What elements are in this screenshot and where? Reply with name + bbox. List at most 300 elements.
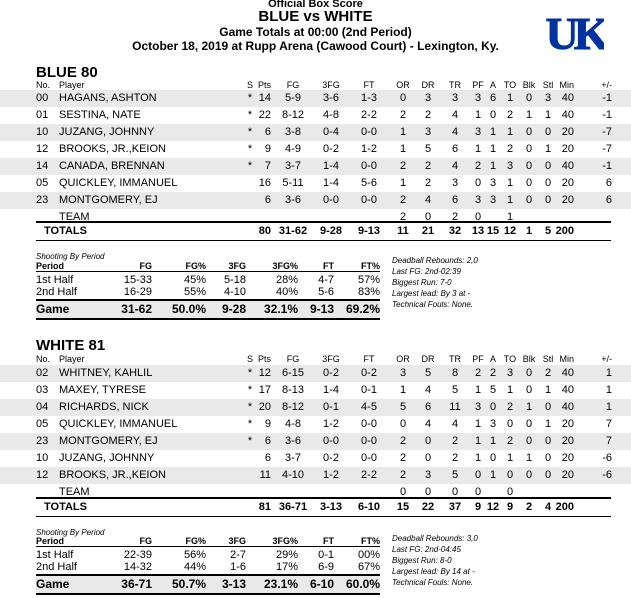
period-game-fg: 36-71 — [121, 577, 152, 591]
player-pf: 0 — [474, 486, 482, 498]
player-no: 00 — [36, 92, 49, 104]
player-stl: 1 — [544, 109, 552, 121]
player-a: 1 — [489, 469, 497, 481]
period-header-fgp: FG% — [185, 261, 206, 271]
totals-min: 200 — [555, 501, 574, 513]
period-row — [36, 274, 380, 286]
period-game-fg3: 3-13 — [221, 577, 246, 591]
player-s: * — [247, 418, 253, 430]
player-fg: 4-9 — [285, 143, 301, 155]
player-fg3: 1-2 — [323, 469, 339, 481]
player-fg: 5-11 — [282, 177, 304, 189]
period-game-fg3p: 32.1% — [263, 302, 298, 316]
player-fg3: 4-8 — [323, 109, 339, 121]
player-pf: 3 — [474, 92, 482, 104]
document-title: Official Box Score — [268, 0, 363, 10]
period-fg: 22-39 — [123, 549, 152, 561]
totals-stl: 4 — [544, 501, 552, 513]
player-pts: 6 — [264, 435, 271, 447]
player-pm: -6 — [602, 469, 612, 481]
player-name: TEAM — [59, 486, 90, 498]
player-tr: 0 — [451, 486, 459, 498]
column-header-or: OR — [396, 80, 410, 90]
player-blk: 0 — [525, 418, 533, 430]
player-tr: 3 — [451, 92, 459, 104]
period-game-fg3: 9-28 — [221, 302, 246, 316]
period-ftp: 57% — [357, 274, 380, 286]
period-game-period: Game — [36, 577, 70, 591]
player-stl: 0 — [544, 469, 552, 481]
player-pf: 2 — [474, 367, 482, 379]
player-name: QUICKLEY, IMMANUEL — [59, 177, 178, 189]
period-game-fg: 31-62 — [121, 302, 152, 316]
player-min: 40 — [561, 92, 574, 104]
player-fg: 5-9 — [285, 92, 301, 104]
player-to: 2 — [506, 435, 514, 447]
player-s: * — [247, 384, 253, 396]
period-ftp: 67% — [357, 561, 380, 573]
period-header-period: Period — [36, 261, 65, 271]
totals-blk: 1 — [525, 225, 533, 237]
player-a: 0 — [489, 452, 497, 464]
player-pf: 1 — [474, 435, 482, 447]
player-to: 1 — [506, 126, 514, 138]
player-fg: 6-15 — [281, 367, 305, 379]
column-header-s: S — [246, 354, 253, 364]
player-pts: 9 — [264, 143, 271, 155]
period-header-period: Period — [36, 536, 65, 546]
player-stl: 3 — [544, 92, 552, 104]
totals-row-blue — [36, 221, 611, 241]
player-pts: 17 — [258, 384, 271, 396]
player-fg3: 0-0 — [323, 194, 339, 206]
period-fg3p: 28% — [275, 274, 298, 286]
player-no: 23 — [36, 435, 49, 447]
player-s: * — [247, 109, 253, 121]
player-dr: 5 — [424, 143, 432, 155]
player-fg3: 0-4 — [323, 126, 339, 138]
column-header-stl: Stl — [542, 80, 554, 90]
player-blk: 0 — [525, 384, 533, 396]
period-ftp: 00% — [357, 549, 380, 561]
player-no: 10 — [36, 126, 49, 138]
period-row — [36, 561, 380, 573]
player-row — [0, 124, 631, 141]
game-notes-white — [392, 533, 478, 588]
period-game-period: Game — [36, 302, 70, 316]
player-dr: 2 — [424, 160, 432, 172]
player-fg: 4-8 — [285, 418, 301, 430]
player-pf: 1 — [474, 384, 482, 396]
player-or: 3 — [399, 367, 407, 379]
player-name: QUICKLEY, IMMANUEL — [59, 418, 178, 430]
shooting-by-period-title-white: Shooting By Period — [36, 528, 105, 537]
player-blk: 1 — [525, 109, 533, 121]
period-fgp: 56% — [183, 549, 206, 561]
period-fgp: 55% — [183, 286, 206, 298]
player-tr: 2 — [451, 452, 459, 464]
period-game-fg3p: 23.1% — [263, 577, 298, 591]
player-pf: 1 — [474, 418, 482, 430]
totals-pts: 81 — [258, 501, 271, 513]
player-min: 40 — [561, 109, 574, 121]
player-to: 1 — [506, 177, 514, 189]
player-or: 2 — [399, 211, 407, 223]
player-stl: 1 — [544, 143, 552, 155]
column-header-no: No. — [36, 80, 51, 90]
period-period: 2nd Half — [36, 561, 77, 573]
player-or: 2 — [399, 194, 407, 206]
totals-fg: 36-71 — [278, 501, 308, 513]
player-ft: 0-2 — [361, 367, 377, 379]
player-s: * — [247, 160, 253, 172]
player-name: RICHARDS, NICK — [59, 401, 149, 413]
column-header-pm: +/- — [601, 354, 612, 364]
player-ft: 0-0 — [361, 435, 377, 447]
column-header-stl: Stl — [542, 354, 554, 364]
period-ft: 0-1 — [318, 549, 334, 561]
player-name: JUZANG, JOHNNY — [59, 126, 155, 138]
player-blk: 0 — [525, 469, 533, 481]
game-note: Last FG: 2nd-04:45 — [392, 545, 461, 554]
player-dr: 2 — [424, 177, 432, 189]
totals-min: 200 — [555, 225, 574, 237]
player-pm: 7 — [605, 418, 612, 430]
player-dr: 0 — [424, 486, 432, 498]
period-header-fg3p: 3FG% — [272, 536, 298, 546]
player-pts: 22 — [258, 109, 271, 121]
column-header-pf: PF — [472, 354, 484, 364]
player-name: TEAM — [59, 211, 90, 223]
game-status: Game Totals at 00:00 (2nd Period) — [219, 25, 412, 39]
period-header-ftp: FT% — [361, 536, 380, 546]
player-fg3: 1-4 — [323, 160, 339, 172]
player-no: 12 — [36, 143, 49, 155]
column-header-s: S — [246, 80, 253, 90]
totals-or: 11 — [397, 225, 409, 237]
column-header-pts: Pts — [257, 354, 271, 364]
period-game-row — [36, 574, 380, 595]
player-min: 20 — [561, 469, 574, 481]
player-dr: 4 — [424, 194, 432, 206]
player-no: 02 — [36, 367, 49, 379]
player-ft: 0-1 — [361, 384, 377, 396]
totals-fg: 31-62 — [278, 225, 308, 237]
player-pts: 9 — [264, 418, 271, 430]
period-fg: 15-33 — [123, 274, 152, 286]
player-a: 1 — [489, 143, 497, 155]
player-name: MONTGOMERY, EJ — [59, 194, 158, 206]
player-no: 10 — [36, 452, 49, 464]
period-header — [36, 261, 380, 272]
player-tr: 4 — [451, 109, 459, 121]
player-stl: 0 — [544, 194, 552, 206]
totals-ft: 9-13 — [357, 225, 381, 237]
player-name: BROOKS, JR.,KEION — [59, 143, 166, 155]
period-header-fg3: 3FG — [228, 536, 246, 546]
player-no: 05 — [36, 177, 49, 189]
player-tr: 4 — [451, 418, 459, 430]
player-to: 0 — [506, 469, 514, 481]
player-no: 03 — [36, 384, 49, 396]
game-note: Deadball Rebounds: 3,0 — [392, 534, 478, 543]
period-game-fgp: 50.0% — [171, 302, 206, 316]
player-row — [0, 450, 631, 467]
player-to: 0 — [506, 418, 514, 430]
period-fg: 16-29 — [123, 286, 152, 298]
player-no: 01 — [36, 109, 49, 121]
player-min: 20 — [561, 435, 574, 447]
player-min: 40 — [561, 384, 574, 396]
game-note: Largest lead: By 14 at - — [392, 567, 475, 576]
player-dr: 0 — [424, 211, 432, 223]
player-or: 1 — [399, 384, 407, 396]
player-tr: 4 — [451, 126, 459, 138]
totals-stl: 5 — [544, 225, 552, 237]
player-to: 2 — [506, 143, 514, 155]
player-pm: -6 — [602, 452, 612, 464]
period-header-fgp: FG% — [185, 536, 206, 546]
player-fg3: 0-0 — [323, 435, 339, 447]
player-row — [0, 158, 631, 175]
player-stl: 0 — [544, 452, 552, 464]
player-to: 1 — [506, 452, 514, 464]
player-blk: 0 — [525, 435, 533, 447]
period-fg: 14-32 — [123, 561, 152, 573]
player-blk: 1 — [525, 401, 533, 413]
player-a: 0 — [489, 401, 497, 413]
period-fg3p: 17% — [275, 561, 298, 573]
shooting-by-period-white — [36, 536, 380, 596]
player-s: * — [247, 367, 253, 379]
player-pm: -7 — [602, 143, 612, 155]
player-stl: 1 — [544, 384, 552, 396]
player-to: 1 — [506, 194, 514, 206]
player-a: 3 — [489, 194, 497, 206]
player-row — [0, 107, 631, 124]
player-a: 3 — [489, 177, 497, 189]
period-header-fg3p: 3FG% — [272, 261, 298, 271]
player-or: 2 — [399, 435, 407, 447]
shooting-by-period-blue — [36, 261, 380, 321]
player-pf: 3 — [474, 126, 482, 138]
player-fg3: 0-2 — [323, 367, 339, 379]
game-note: Deadball Rebounds: 2,0 — [392, 256, 478, 265]
player-row — [0, 365, 631, 382]
column-header-a: A — [489, 354, 496, 364]
player-to: 3 — [506, 367, 514, 379]
column-header-pm: +/- — [601, 80, 612, 90]
player-row — [0, 467, 631, 484]
period-fg3: 4-10 — [223, 286, 246, 298]
player-pts: 11 — [259, 469, 271, 481]
game-notes-blue — [392, 255, 478, 310]
player-fg3: 1-4 — [323, 384, 339, 396]
player-row — [0, 192, 631, 209]
column-header-fg3: 3FG — [322, 354, 340, 364]
period-period: 1st Half — [36, 549, 74, 561]
player-ft: 0-0 — [361, 452, 377, 464]
player-tr: 11 — [449, 401, 461, 413]
totals-dr: 21 — [421, 225, 435, 237]
player-fg: 3-6 — [285, 194, 301, 206]
game-note: Biggest Run: 8-0 — [392, 556, 452, 565]
column-header-fg: FG — [286, 354, 300, 364]
player-pts: 6 — [264, 452, 271, 464]
player-pm: 1 — [605, 384, 612, 396]
player-min: 20 — [561, 177, 574, 189]
shooting-by-period-title-blue: Shooting By Period — [36, 252, 105, 261]
period-row — [36, 286, 380, 298]
player-min: 20 — [561, 452, 574, 464]
column-header-pf: PF — [472, 80, 484, 90]
player-dr: 6 — [424, 401, 432, 413]
player-fg: 8-12 — [281, 109, 305, 121]
player-min: 20 — [561, 418, 574, 430]
player-stl: 1 — [544, 418, 552, 430]
player-pf: 1 — [474, 143, 482, 155]
period-header-fg: FG — [139, 261, 152, 271]
player-pf: 3 — [474, 401, 482, 413]
player-pm: -1 — [602, 92, 612, 104]
player-a: 3 — [489, 418, 497, 430]
player-pf: 1 — [474, 452, 482, 464]
player-row — [0, 175, 631, 192]
player-tr: 8 — [451, 367, 459, 379]
period-fgp: 44% — [183, 561, 206, 573]
period-game-fgp: 50.7% — [171, 577, 206, 591]
player-fg: 8-13 — [281, 384, 305, 396]
player-pm: -1 — [602, 160, 612, 172]
totals-label: TOTALS — [44, 225, 87, 237]
player-dr: 0 — [424, 435, 432, 447]
player-a: 6 — [489, 92, 497, 104]
player-or: 2 — [399, 160, 407, 172]
totals-blk: 2 — [525, 501, 533, 513]
period-game-row — [36, 299, 380, 320]
totals-label: TOTALS — [44, 501, 87, 513]
period-game-ft: 6-10 — [309, 577, 334, 591]
player-or: 5 — [399, 401, 407, 413]
player-stl: 2 — [544, 367, 552, 379]
player-fg3: 1-2 — [323, 418, 339, 430]
column-header-to: TO — [503, 354, 517, 364]
player-fg: 4-10 — [281, 469, 305, 481]
player-to: 2 — [506, 109, 514, 121]
player-ft: 2-2 — [361, 469, 377, 481]
totals-fg3: 3-13 — [319, 501, 343, 513]
period-fg3p: 40% — [275, 286, 298, 298]
player-s: * — [247, 435, 253, 447]
player-pf: 0 — [474, 211, 482, 223]
player-dr: 2 — [424, 109, 432, 121]
column-header-dr: DR — [421, 80, 435, 90]
totals-row-white — [36, 497, 611, 517]
player-tr: 2 — [451, 211, 459, 223]
player-name: WHITNEY, KAHLIL — [59, 367, 153, 379]
player-or: 1 — [399, 143, 407, 155]
player-no: 12 — [36, 469, 49, 481]
player-pts: 6 — [264, 126, 271, 138]
matchup-title: BLUE vs WHITE — [258, 8, 373, 25]
period-header-fg3: 3FG — [228, 261, 246, 271]
player-a: 2 — [489, 367, 497, 379]
totals-tr: 37 — [448, 501, 462, 513]
player-pf: 0 — [474, 177, 482, 189]
player-min: 40 — [561, 367, 574, 379]
game-note: Largest lead: By 3 at - — [392, 289, 471, 298]
player-pts: 16 — [258, 177, 271, 189]
totals-or: 15 — [396, 501, 410, 513]
player-blk: 0 — [525, 143, 533, 155]
player-blk: 1 — [525, 452, 533, 464]
totals-pf: 13 — [471, 225, 485, 237]
player-pm: -1 — [602, 109, 612, 121]
totals-fg3: 9-28 — [319, 225, 343, 237]
period-game-ftp: 69.2% — [345, 302, 380, 316]
period-row — [36, 549, 380, 561]
player-no: 14 — [36, 160, 49, 172]
player-dr: 4 — [424, 418, 432, 430]
period-ft: 5-6 — [318, 286, 334, 298]
player-pm: 1 — [605, 367, 612, 379]
column-header-min: Min — [559, 80, 574, 90]
player-fg: 3-8 — [285, 126, 301, 138]
player-fg3: 1-4 — [323, 177, 339, 189]
player-fg3: 0-2 — [323, 452, 339, 464]
player-name: MONTGOMERY, EJ — [59, 435, 158, 447]
player-or: 0 — [399, 418, 407, 430]
player-row — [0, 416, 631, 433]
period-header-ft: FT — [323, 536, 334, 546]
period-fgp: 45% — [183, 274, 206, 286]
player-stl: 0 — [544, 401, 552, 413]
player-fg: 3-6 — [285, 435, 301, 447]
period-period: 2nd Half — [36, 286, 77, 298]
player-pm: 6 — [605, 177, 612, 189]
player-no: 23 — [36, 194, 49, 206]
player-stl: 0 — [544, 126, 552, 138]
player-blk: 0 — [525, 194, 533, 206]
period-ft: 4-7 — [318, 274, 334, 286]
player-to: 1 — [506, 92, 514, 104]
column-header-name: Player — [59, 80, 85, 90]
player-pf: 2 — [474, 160, 482, 172]
player-stl: 0 — [544, 160, 552, 172]
game-note: Biggest Run: 7-0 — [392, 278, 452, 287]
player-no: 05 — [36, 418, 49, 430]
player-blk: 0 — [525, 126, 533, 138]
player-name: CANADA, BRENNAN — [59, 160, 165, 172]
column-header-tr: TR — [449, 80, 461, 90]
player-a: 1 — [489, 126, 497, 138]
player-a: 1 — [489, 160, 497, 172]
player-blk: 0 — [525, 367, 533, 379]
column-header-no: No. — [36, 354, 51, 364]
player-to: 3 — [506, 160, 514, 172]
game-note: Technical Fouls: None. — [392, 578, 474, 587]
player-ft: 5-6 — [361, 177, 377, 189]
player-row — [0, 90, 631, 107]
column-header-a: A — [489, 80, 496, 90]
player-or: 2 — [399, 452, 407, 464]
player-s: * — [247, 92, 253, 104]
team-name-white: WHITE 81 — [36, 337, 106, 354]
period-header-ft: FT — [323, 261, 334, 271]
totals-to: 12 — [503, 225, 517, 237]
column-header-blk: Blk — [522, 80, 536, 90]
player-pf: 0 — [474, 469, 482, 481]
